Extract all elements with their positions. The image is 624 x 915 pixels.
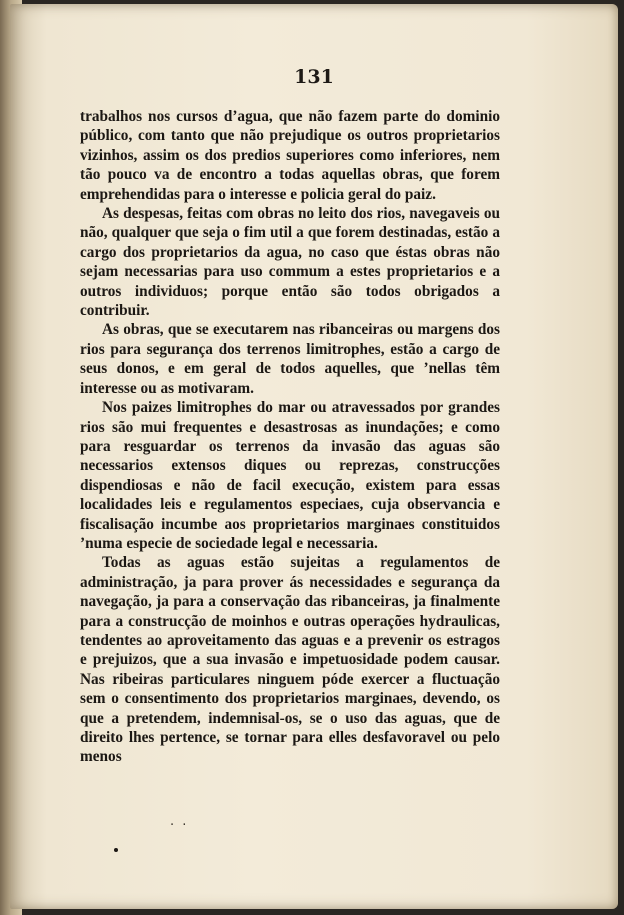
ink-mark — [114, 848, 118, 852]
page-number: 131 — [294, 66, 334, 88]
paragraph: trabalhos nos cursos d’agua, que não fazem parte do dominio público, com tanto que não prejudique os outros proprietarios vizinhos, assim os dos predios superiores como inferiores, nem tão pouco va de encontro a todas aquellas obras, que forem emprehendidas para o interesse e policia geral do paiz. — [80, 108, 500, 203]
footer-dots: · · — [170, 818, 189, 833]
paragraph: Todas as aguas estão sujeitas a regulamentos de administração, ja para prover ás necessidades e segurança da navegação, ja para a conservação das ribanceiras, ja finalmente para a construcção de moinhos e outras operações hydraulicas, tendentes ao aproveitamento das aguas e a prevenir os estragos e prejuizos, que a sua invasão e impetuosidade podem causar. Nas ribeiras particulares ninguem póde exercer a fluctuação sem o consentimento dos proprietarios marginaes, devendo, os que a pretendem, indemnisal-os, se o uso das aguas, que de direito lhes pertence, se tornar para elles desfavoravel ou pelo menos — [80, 554, 500, 766]
page-body-text — [80, 107, 500, 767]
paragraph: As obras, que se executarem nas ribanceiras ou margens dos rios para segurança dos terrenos limitrophes, estão a cargo de seus donos, e em geral de todos aquelles, que ’nellas têm interesse ou as motivaram. — [80, 321, 500, 397]
book-page — [10, 4, 618, 909]
paragraph: As despesas, feitas com obras no leito dos rios, navegaveis ou não, qualquer que seja o fim util a que forem destinadas, estão a cargo dos proprietarios da agua, no caso que éstas obras não sejam necessarias para uso commum a estes proprietarios e a outros individuos; porque então são todos obrigados a contribuir. — [80, 205, 500, 320]
paragraph: Nos paizes limitrophes do mar ou atravessados por grandes rios são mui frequentes e desastrosas as inundações; e como para resguardar os terrenos da invasão das aguas são necessarios extensos diques ou reprezas, construcções dispendiosas e não de facil execução, existem para essas localidades leis e regulamentos especiaes, cuja observancia e fiscalisação incumbe aos proprietarios marginaes constituidos ’numa especie de sociedade legal e necessaria. — [80, 399, 500, 552]
